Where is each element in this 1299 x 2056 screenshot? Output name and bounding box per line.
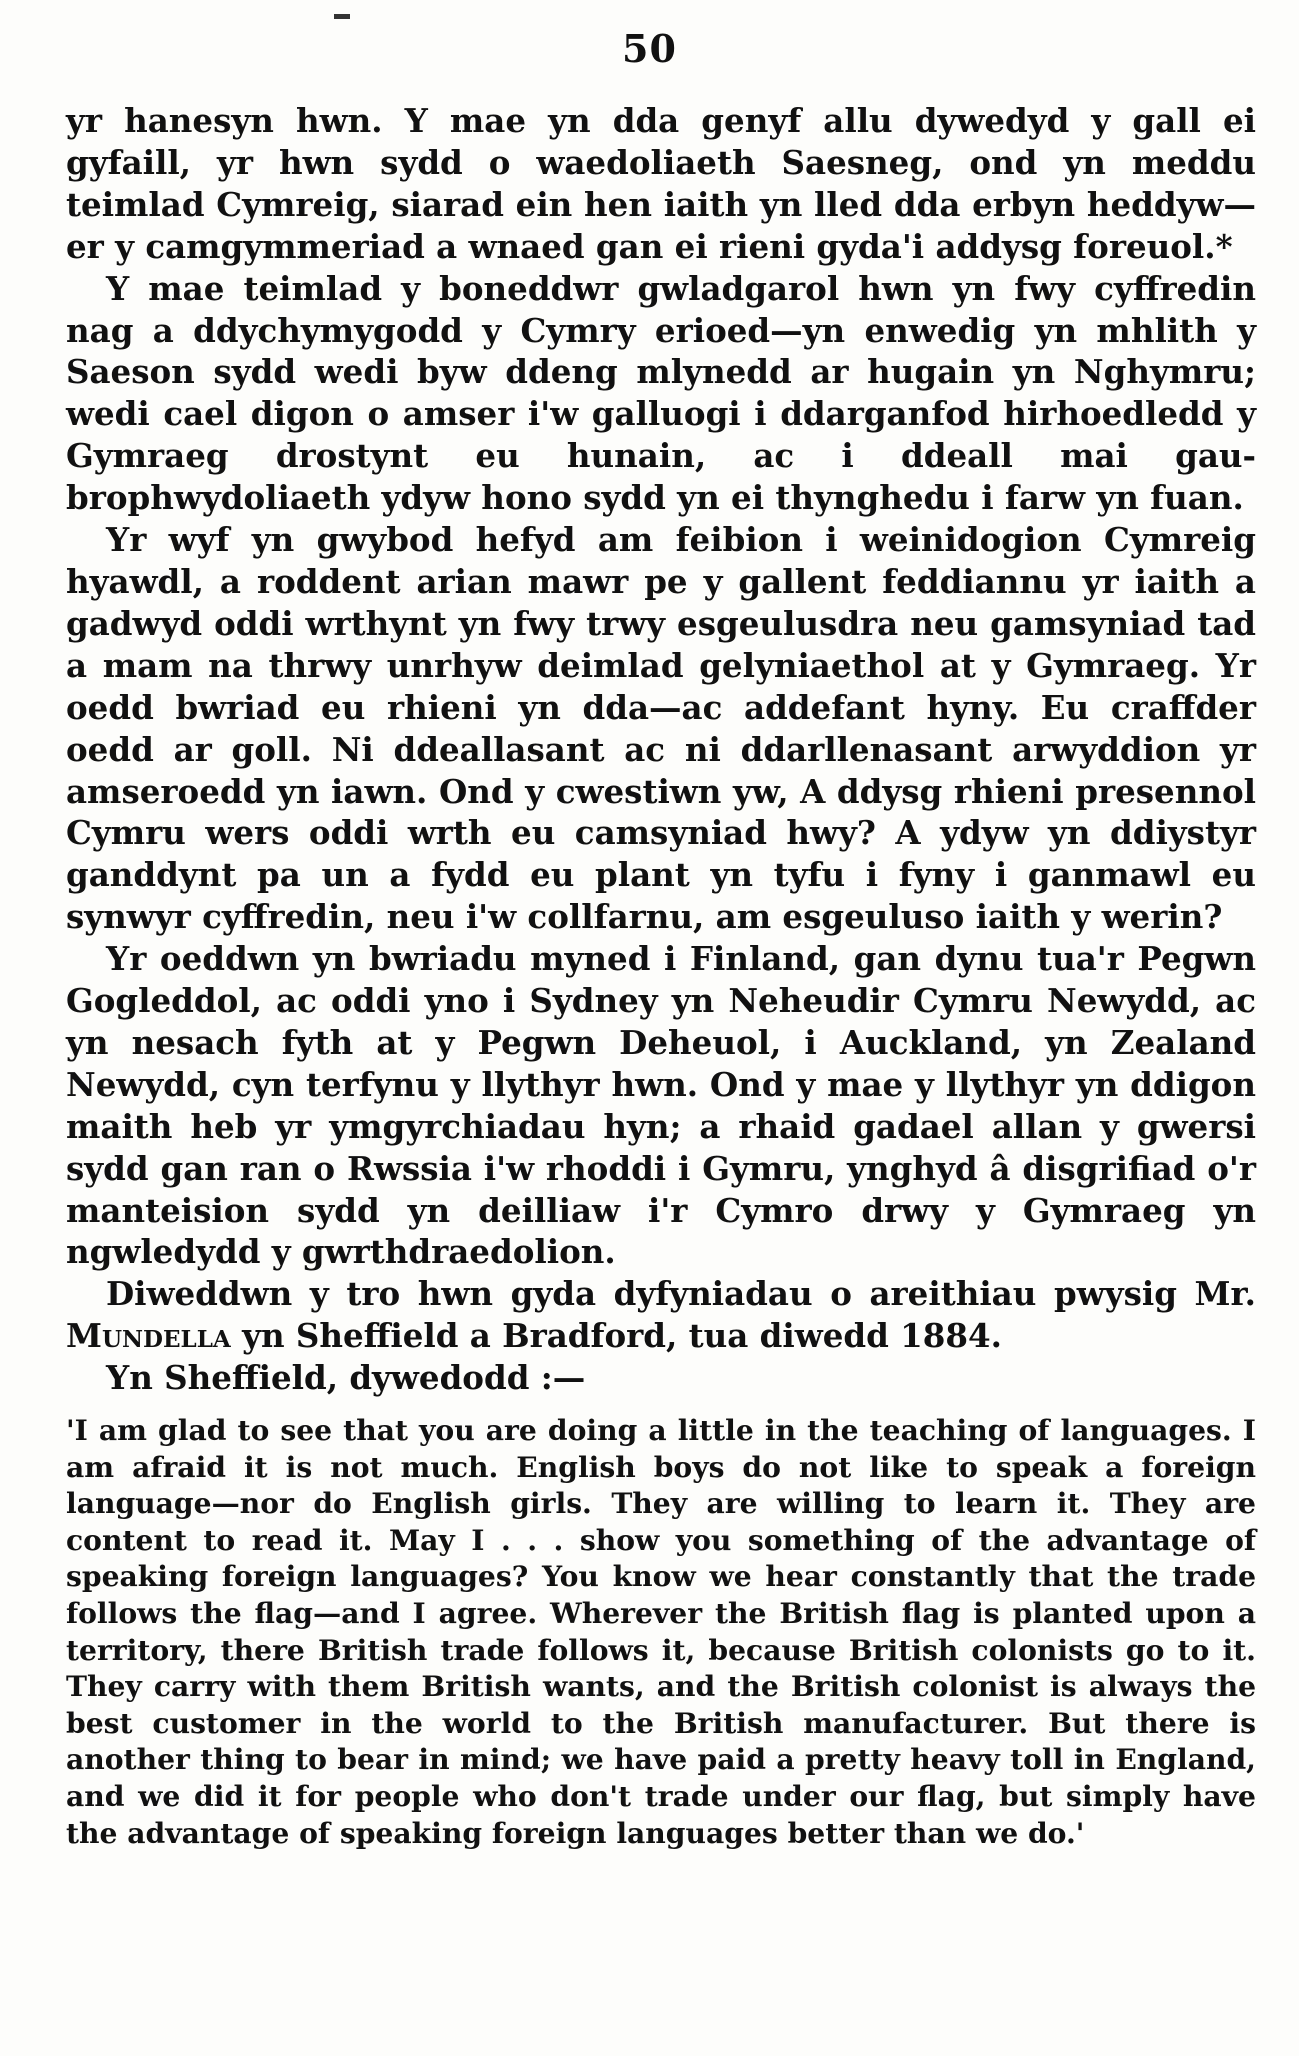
welsh-text-block bbox=[66, 100, 1256, 1399]
paragraph-sheffield-intro: Yn Sheffield, dywedodd :— bbox=[106, 1358, 586, 1398]
paragraph-patriotic-gentleman: Y mae teimlad y boneddwr gwladgarol hwn yn fwy cyffredin nag a ddychymygodd y Cymry erioed—yn enwedig yn mhlith y Saeson sydd wedi byw ddeng mlynedd ar hugain yn Nghymru; wedi cael digon o amser i'w galluogi i ddarganfod hirhoedledd y Gymraeg drostynt eu hunain, ac i ddeall mai gau-brophwydoliaeth ydyw hono sydd yn ei thynghedu i farw yn fuan. bbox=[66, 268, 1256, 518]
paragraph-travels: Yr oeddwn yn bwriadu myned i Finland, gan dynu tua'r Pegwn Gogleddol, ac oddi yno i Sydney yn Neheudir Cymru Newydd, ac yn nesach fyth at y Pegwn Deheuol, i Auckland, yn Zealand Newydd, cyn terfynu y llythyr hwn. Ond y mae y llythyr yn ddigon maith heb yr ymgyrchiadau hyn; a rhaid gadael allan y gwersi sydd gan ran o Rwssia i'w rhoddi i Gymru, ynghyd â disgrifiad o'r manteision sydd yn deilliaw i'r Cymro drwy y Gymraeg yn ngwledydd y gwrthdraedolion. bbox=[66, 939, 1256, 1272]
ink-mark bbox=[334, 14, 350, 19]
paragraph-mundella-intro bbox=[66, 1273, 1256, 1357]
mundella-quote: 'I am glad to see that you are doing a little in the teaching of languages. I am afraid it is not much. English boys do not like to speak a foreign language—nor do English girls. They are willing to learn it. They are content to read it. May I . . . show you something of the advantage of speaking foreign languages? You know we hear constantly that the trade follows the flag—and I agree. Wherever the British flag is planted upon a territory, there British trade follows it, because British colonists go to it. They carry with them British wants, and the British colonist is always the best customer in the world to the British manufacturer. But there is another thing to bear in mind; we have paid a pretty heavy toll in England, and we did it for people who don't trade under our flag, but simply have the advantage of speaking foreign languages better than we do.' bbox=[66, 1414, 1256, 1850]
page-number: 50 bbox=[622, 26, 677, 71]
paragraph-ministers-sons: Yr wyf yn gwybod hefyd am feibion i weinidogion Cymreig hyawdl, a roddent arian mawr pe y gallent feddiannu yr iaith a gadwyd oddi wrthynt yn fwy trwy esgeulusdra neu gamsyniad tad a mam na thrwy unrhyw deimlad gelyniaethol at y Gymraeg. Yr oedd bwriad eu rhieni yn dda—ac addefant hyny. Eu craffder oedd ar goll. Ni ddeallasant ac ni ddarllenasant arwyddion yr amseroedd yn iawn. Ond y cwestiwn yw, A ddysg rhieni presennol Cymru wers oddi wrth eu camsyniad hwy? A ydyw yn ddiystyr ganddynt pa un a fydd eu plant yn tyfu i fyny i ganmawl eu synwyr cyffredin, neu i'w collfarnu, am esgeuluso iaith y werin? bbox=[66, 520, 1256, 937]
mundella-intro-before: Diweddwn y tro hwn gyda dyfyniadau o areithiau pwysig Mr. bbox=[106, 1274, 1256, 1314]
mundella-name: Mundella bbox=[66, 1316, 231, 1356]
mundella-intro-after: yn Sheffield a Bradford, tua diwedd 1884. bbox=[242, 1316, 1002, 1356]
paragraph-continuation: yr hanesyn hwn. Y mae yn dda genyf allu dywedyd y gall ei gyfaill, yr hwn sydd o waedoliaeth Saesneg, ond yn meddu teimlad Cymreig, siarad ein hen iaith yn lled dda erbyn heddyw—er y camgymmeriad a wnaed gan ei rieni gyda'i addysg foreuol.* bbox=[66, 101, 1256, 266]
page-body bbox=[66, 100, 1256, 1852]
